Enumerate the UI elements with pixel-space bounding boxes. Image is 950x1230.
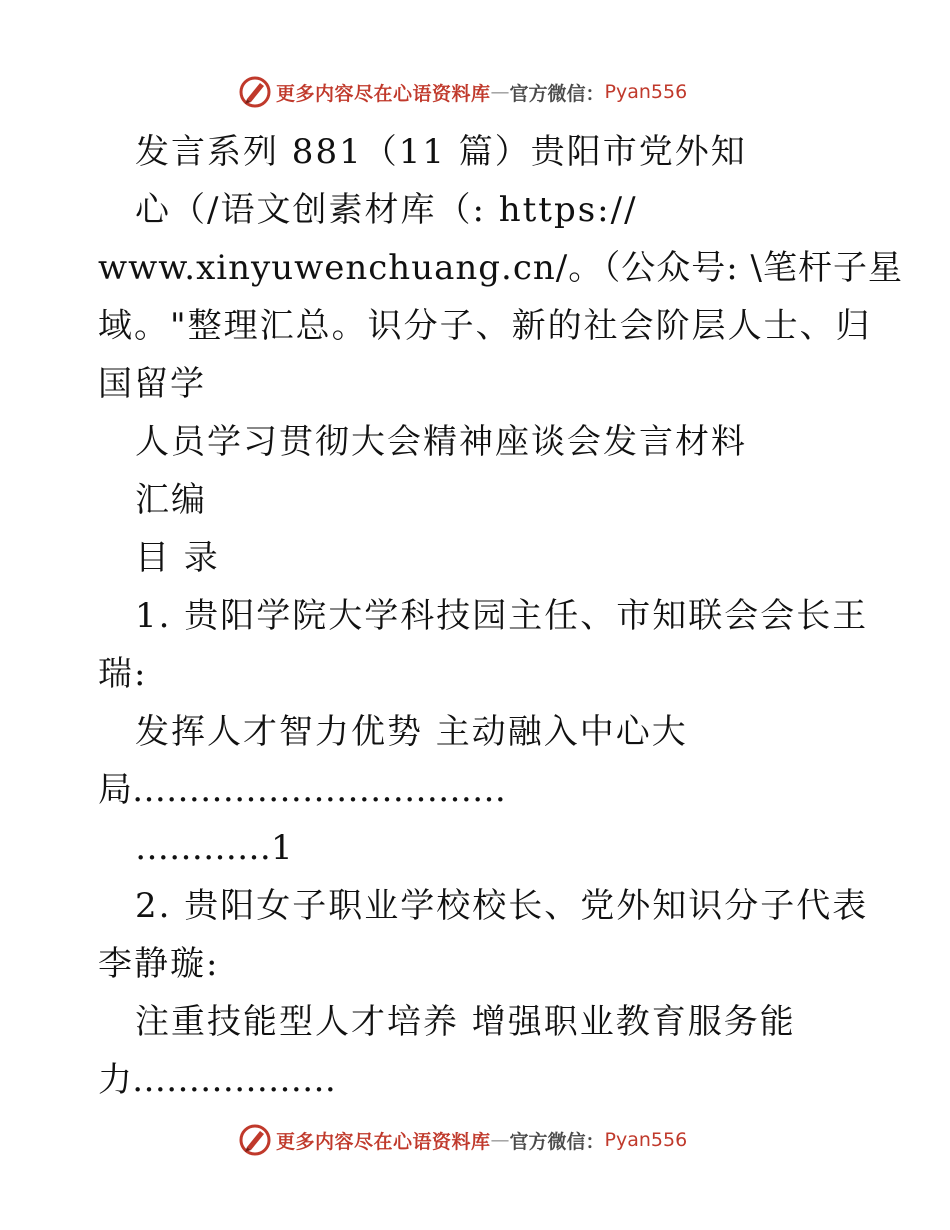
toc-leader: 力……………… [98, 1060, 336, 1100]
text-line: 国留学 [98, 364, 206, 404]
toc-entry: 2. 贵阳女子职业学校校长、党外知识分子代表 [135, 886, 869, 926]
text-line: www.xinyuwenchuang.cn/。（公众号: \笔杆子星 [98, 248, 903, 288]
pen-logo-icon [238, 1123, 272, 1157]
wechat-id: Pyan556 [604, 1129, 688, 1151]
banner-separator: — [490, 1129, 510, 1151]
header-banner [238, 72, 687, 112]
toc-heading: 目 录 [135, 538, 220, 578]
promo-text: 更多内容尽在心语资料库 [276, 82, 491, 105]
text-line: 汇编 [135, 480, 207, 520]
promo-text: 更多内容尽在心语资料库 [276, 1130, 491, 1153]
wechat-label: 官方微信： [509, 1130, 605, 1153]
toc-page-number: …………1 [135, 828, 293, 868]
wechat-label: 官方微信： [509, 82, 605, 105]
toc-entry: 1. 贵阳学院大学科技园主任、市知联会会长王 [135, 596, 869, 636]
toc-title: 发挥人才智力优势 主动融入中心大 [135, 712, 688, 752]
text-line: 发言系列 881（11 篇）贵阳市党外知 [135, 132, 747, 172]
text-line: 人员学习贯彻大会精神座谈会发言材料 [135, 422, 747, 462]
toc-leader: 局…………………………… [98, 770, 506, 810]
text-line: 瑞: [98, 654, 148, 694]
text-line: 心（/语文创素材库（: https:// [135, 190, 638, 230]
text-line: 李静璇: [98, 944, 220, 984]
banner-separator: — [490, 81, 510, 103]
toc-title: 注重技能型人才培养 增强职业教育服务能 [135, 1002, 796, 1042]
footer-banner [238, 1120, 687, 1160]
wechat-id: Pyan556 [604, 81, 688, 103]
text-line: 域。"整理汇总。识分子、新的社会阶层人士、归 [98, 306, 872, 346]
pen-logo-icon [238, 75, 272, 109]
